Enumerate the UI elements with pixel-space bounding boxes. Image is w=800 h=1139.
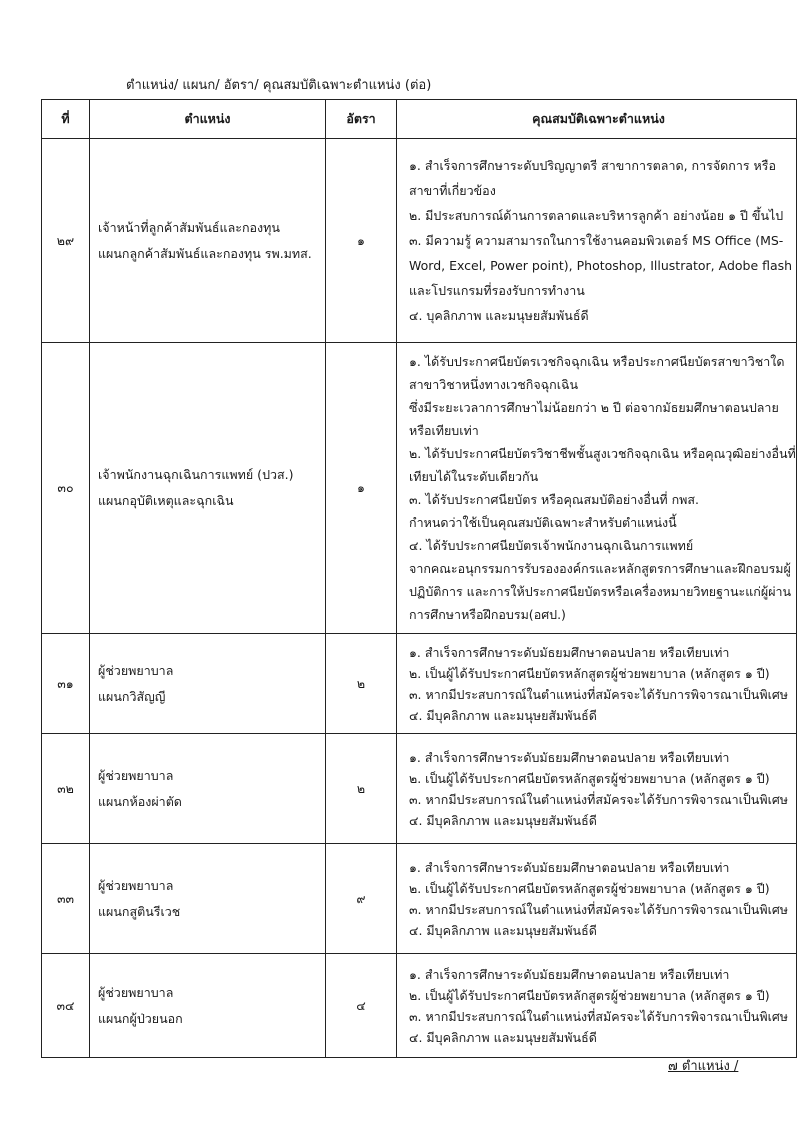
position-line: แผนกวิสัญญี bbox=[98, 688, 166, 704]
position-line: แผนกห้องผ่าตัด bbox=[98, 793, 182, 809]
qualification-line: ๓. หากมีประสบการณ์ในตำแหน่งที่สมัครจะได้รับการพิจารณาเป็นพิเศษ bbox=[409, 1008, 789, 1024]
row-number: ๒๙ bbox=[42, 139, 90, 343]
position-cell bbox=[90, 734, 326, 844]
position-cell bbox=[90, 954, 326, 1058]
header-rate: อัตรา bbox=[326, 100, 397, 139]
qualification-line: ๒. เป็นผู้ได้รับประกาศนียบัตรหลักสูตรผู้ช่วยพยาบาล (หลักสูตร ๑ ปี) bbox=[409, 880, 770, 896]
qualification-line: ๒. เป็นผู้ได้รับประกาศนียบัตรหลักสูตรผู้ช่วยพยาบาล (หลักสูตร ๑ ปี) bbox=[409, 665, 770, 681]
qualifications-cell bbox=[397, 954, 797, 1058]
qualification-line: เทียบได้ในระดับเดียวกัน bbox=[409, 469, 539, 484]
qualification-line: ๓. มีความรู้ ความสามารถในการใช้งานคอมพิวเตอร์ MS Office (MS- bbox=[409, 233, 784, 248]
position-line: แผนกลูกค้าสัมพันธ์และกองทุน รพ.มทส. bbox=[98, 245, 312, 261]
position-line: แผนกสูตินรีเวช bbox=[98, 903, 181, 919]
header-qualifications: คุณสมบัติเฉพาะตำแหน่ง bbox=[397, 100, 797, 139]
position-cell bbox=[90, 844, 326, 954]
qualification-line: สาขาวิชาหนึ่งทางเวชกิจฉุกเฉิน bbox=[409, 377, 579, 392]
header-row bbox=[42, 100, 797, 139]
qualification-line: กำหนดว่าใช้เป็นคุณสมบัติเฉพาะสำหรับตำแหน่งนี้ bbox=[409, 515, 677, 530]
position-line: แผนกอุบัติเหตุและฉุกเฉิน bbox=[98, 493, 234, 508]
qualification-line: ๑. สำเร็จการศึกษาระดับมัธยมศึกษาตอนปลาย หรือเทียบเท่า bbox=[409, 859, 730, 875]
qualification-line: ๒. มีประสบการณ์ด้านการตลาดและบริหารลูกค้า อย่างน้อย ๑ ปี ขึ้นไป bbox=[409, 208, 784, 223]
qualification-line: สาขาที่เกี่ยวข้อง bbox=[409, 183, 496, 198]
rate-cell: ๑ bbox=[326, 139, 397, 343]
table-row bbox=[42, 634, 797, 734]
header-position: ตำแหน่ง bbox=[90, 100, 326, 139]
position-cell bbox=[90, 634, 326, 734]
rate-cell: ๒ bbox=[326, 634, 397, 734]
qualifications-cell bbox=[397, 139, 797, 343]
qualification-line: ซึ่งมีระยะเวลาการศึกษาไม่น้อยกว่า ๒ ปี ต่อจากมัธยมศึกษาตอนปลาย bbox=[409, 400, 779, 415]
position-line: แผนกผู้ป่วยนอก bbox=[98, 1010, 183, 1026]
position-line: ผู้ช่วยพยาบาล bbox=[98, 662, 174, 678]
qualification-line: ๑. สำเร็จการศึกษาระดับมัธยมศึกษาตอนปลาย หรือเทียบเท่า bbox=[409, 966, 730, 982]
qualification-line: ๔. บุคลิกภาพ และมนุษยสัมพันธ์ดี bbox=[409, 308, 589, 323]
row-number: ๓๓ bbox=[42, 844, 90, 954]
rate-cell: ๑ bbox=[326, 343, 397, 634]
qualifications-cell bbox=[397, 734, 797, 844]
qualification-line: ๒. เป็นผู้ได้รับประกาศนียบัตรหลักสูตรผู้ช่วยพยาบาล (หลักสูตร ๑ ปี) bbox=[409, 770, 770, 786]
qualification-line: ๑. สำเร็จการศึกษาระดับปริญญาตรี สาขาการตลาด, การจัดการ หรือ bbox=[409, 158, 777, 173]
qualification-line: จากคณะอนุกรรมการรับรององค์กรและหลักสูตรการศึกษาและฝึกอบรมผู้ bbox=[409, 561, 791, 576]
qualification-line: ๓. ได้รับประกาศนียบัตร หรือคุณสมบัติอย่างอื่นที่ กพส. bbox=[409, 492, 700, 507]
table-row bbox=[42, 734, 797, 844]
qualifications-cell bbox=[397, 634, 797, 734]
rate-cell: ๔ bbox=[326, 954, 397, 1058]
qualification-line: ๔. มีบุคลิกภาพ และมนุษยสัมพันธ์ดี bbox=[409, 812, 597, 828]
position-cell bbox=[90, 343, 326, 634]
qualification-line: ๒. ได้รับประกาศนียบัตรวิชาชีพชั้นสูงเวชกิจฉุกเฉิน หรือคุณวุฒิอย่างอื่นที่ bbox=[409, 446, 796, 461]
rate-cell: ๙ bbox=[326, 844, 397, 954]
rate-cell: ๒ bbox=[326, 734, 397, 844]
header-no: ที่ bbox=[42, 100, 90, 139]
qualification-line: หรือเทียบเท่า bbox=[409, 423, 479, 438]
table-row bbox=[42, 844, 797, 954]
row-number: ๓๑ bbox=[42, 634, 90, 734]
qualifications-cell bbox=[397, 343, 797, 634]
position-line: ผู้ช่วยพยาบาล bbox=[98, 767, 174, 783]
qualification-line: ๓. หากมีประสบการณ์ในตำแหน่งที่สมัครจะได้รับการพิจารณาเป็นพิเศษ bbox=[409, 686, 789, 702]
qualification-line: ๑. สำเร็จการศึกษาระดับมัธยมศึกษาตอนปลาย หรือเทียบเท่า bbox=[409, 644, 730, 660]
qualification-line: ๓. หากมีประสบการณ์ในตำแหน่งที่สมัครจะได้รับการพิจารณาเป็นพิเศษ bbox=[409, 791, 789, 807]
qualification-line: ปฏิบัติการ และการให้ประกาศนียบัตรหรือเครื่องหมายวิทยฐานะแก่ผู้ผ่าน bbox=[409, 584, 792, 599]
position-line: เจ้าหน้าที่ลูกค้าสัมพันธ์และกองทุน bbox=[98, 219, 280, 235]
qualification-line: ๑. ได้รับประกาศนียบัตรเวชกิจฉุกเฉิน หรือประกาศนียบัตรสาขาวิชาใด bbox=[409, 354, 785, 369]
qualification-line: และโปรแกรมที่รองรับการทำงาน bbox=[409, 283, 585, 298]
qualification-line: ๔. มีบุคลิกภาพ และมนุษยสัมพันธ์ดี bbox=[409, 1029, 597, 1045]
position-line: ผู้ช่วยพยาบาล bbox=[98, 877, 174, 893]
qualification-line: ๓. หากมีประสบการณ์ในตำแหน่งที่สมัครจะได้รับการพิจารณาเป็นพิเศษ bbox=[409, 901, 789, 917]
qualification-line: ๔. มีบุคลิกภาพ และมนุษยสัมพันธ์ดี bbox=[409, 922, 597, 938]
position-line: ผู้ช่วยพยาบาล bbox=[98, 984, 174, 1000]
qualification-line: ๑. สำเร็จการศึกษาระดับมัธยมศึกษาตอนปลาย หรือเทียบเท่า bbox=[409, 749, 730, 765]
qualification-line: ๒. เป็นผู้ได้รับประกาศนียบัตรหลักสูตรผู้ช่วยพยาบาล (หลักสูตร ๑ ปี) bbox=[409, 987, 770, 1003]
positions-table bbox=[41, 99, 797, 1058]
qualification-line: ๔. มีบุคลิกภาพ และมนุษยสัมพันธ์ดี bbox=[409, 707, 597, 723]
position-cell bbox=[90, 139, 326, 343]
row-number: ๓๒ bbox=[42, 734, 90, 844]
qualification-line: ๔. ได้รับประกาศนียบัตรเจ้าพนักงานฉุกเฉินการแพทย์ bbox=[409, 538, 694, 553]
row-number: ๓๔ bbox=[42, 954, 90, 1058]
table-caption: ตำแหน่ง/ แผนก/ อัตรา/ คุณสมบัติเฉพาะตำแหน่ง (ต่อ) bbox=[126, 78, 432, 93]
table-row bbox=[42, 954, 797, 1058]
row-number: ๓๐ bbox=[42, 343, 90, 634]
position-line: เจ้าพนักงานฉุกเฉินการแพทย์ (ปวส.) bbox=[98, 467, 294, 482]
qualifications-cell bbox=[397, 844, 797, 954]
table-row bbox=[42, 343, 797, 634]
table-row bbox=[42, 139, 797, 343]
footer-continuation: ๗ ตำแหน่ง / bbox=[668, 1059, 739, 1074]
qualification-line: Word, Excel, Power point), Photoshop, Illustrator, Adobe flash bbox=[409, 258, 793, 273]
qualification-line: การศึกษาหรือฝึกอบรม(อศป.) bbox=[409, 607, 566, 622]
